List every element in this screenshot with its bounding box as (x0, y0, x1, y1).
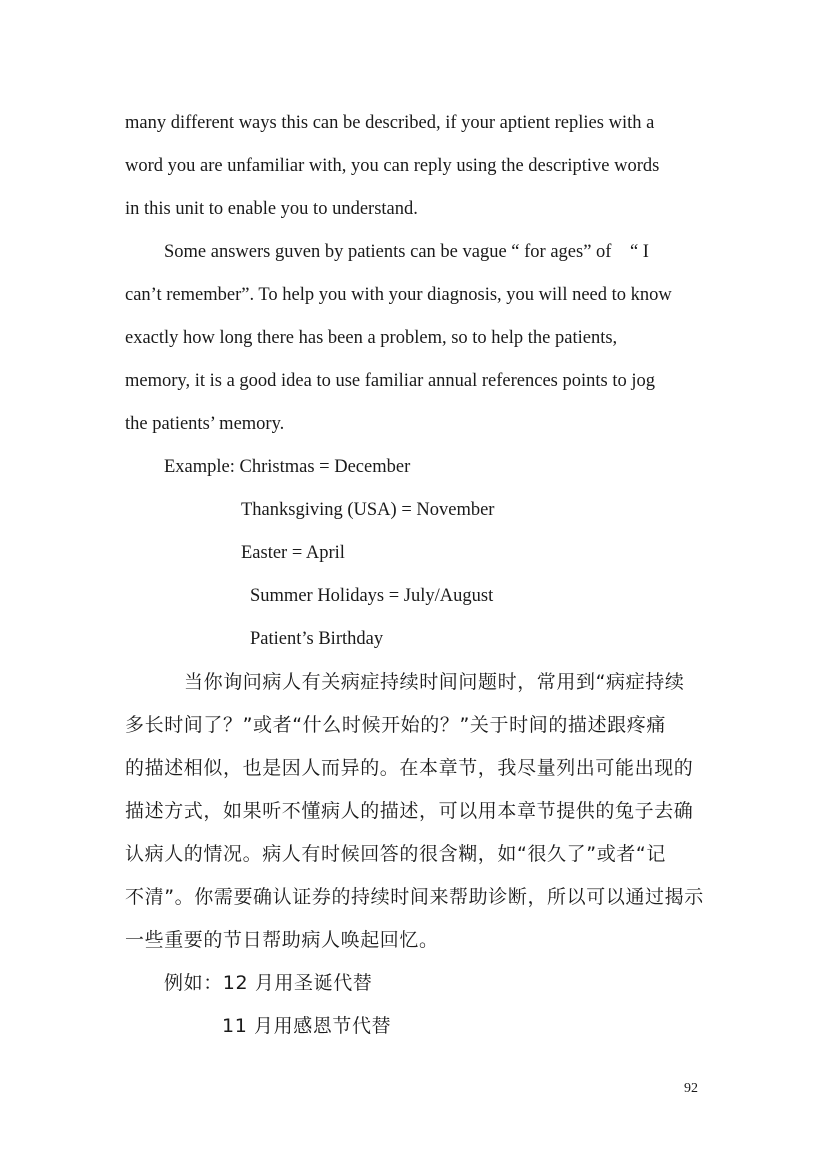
chinese-example-item-1: 11 月用感恩节代替 (222, 1015, 392, 1037)
chinese-paragraph-line-3: 的描述相似，也是因人而异的。在本章节，我尽量列出可能出现的 (125, 757, 694, 779)
english-paragraph-1-line-3: in this unit to enable you to understand. (125, 199, 418, 219)
english-paragraph-2-line-2: can’t remember”. To help you with your diagnosis, you will need to know (125, 285, 672, 305)
chinese-paragraph-line-7: 一些重要的节日帮助病人唤起回忆。 (125, 929, 439, 951)
english-example-label: Example: Christmas = December (164, 457, 411, 477)
chinese-paragraph-line-6: 不清”。你需要确认证券的持续时间来帮助诊断，所以可以通过揭示 (125, 886, 704, 908)
english-paragraph-1-line-2: word you are unfamiliar with, you can reply using the descriptive words (125, 156, 660, 176)
english-paragraph-2-line-4: memory, it is a good idea to use familiar annual references points to jog (125, 371, 656, 391)
english-example-item-4: Patient’s Birthday (250, 629, 384, 649)
chinese-example-label: 例如：12 月用圣诞代替 (164, 972, 373, 994)
english-example-item-3: Summer Holidays = July/August (250, 586, 494, 606)
english-paragraph-1-line-1: many different ways this can be described, if your aptient replies with a (125, 113, 655, 133)
chinese-paragraph-line-5: 认病人的情况。病人有时候回答的很含糊，如“很久了”或者“记 (125, 843, 666, 865)
english-paragraph-2-line-1: Some answers guven by patients can be vague “ for ages” of “ I (164, 242, 649, 262)
chinese-paragraph-line-2: 多长时间了？”或者“什么时候开始的？”关于时间的描述跟疼痛 (125, 714, 666, 736)
english-paragraph-2-line-3: exactly how long there has been a problem, so to help the patients, (125, 328, 618, 348)
english-example-item-1: Thanksgiving (USA) = November (241, 500, 495, 520)
english-example-item-2: Easter = April (241, 543, 345, 563)
english-paragraph-2-line-5: the patients’ memory. (125, 414, 285, 434)
page-number: 92 (684, 1081, 698, 1096)
chinese-paragraph-line-1: 当你询问病人有关病症持续时间问题时，常用到“病症持续 (184, 671, 685, 693)
chinese-paragraph-line-4: 描述方式，如果听不懂病人的描述，可以用本章节提供的兔子去确 (125, 800, 694, 822)
